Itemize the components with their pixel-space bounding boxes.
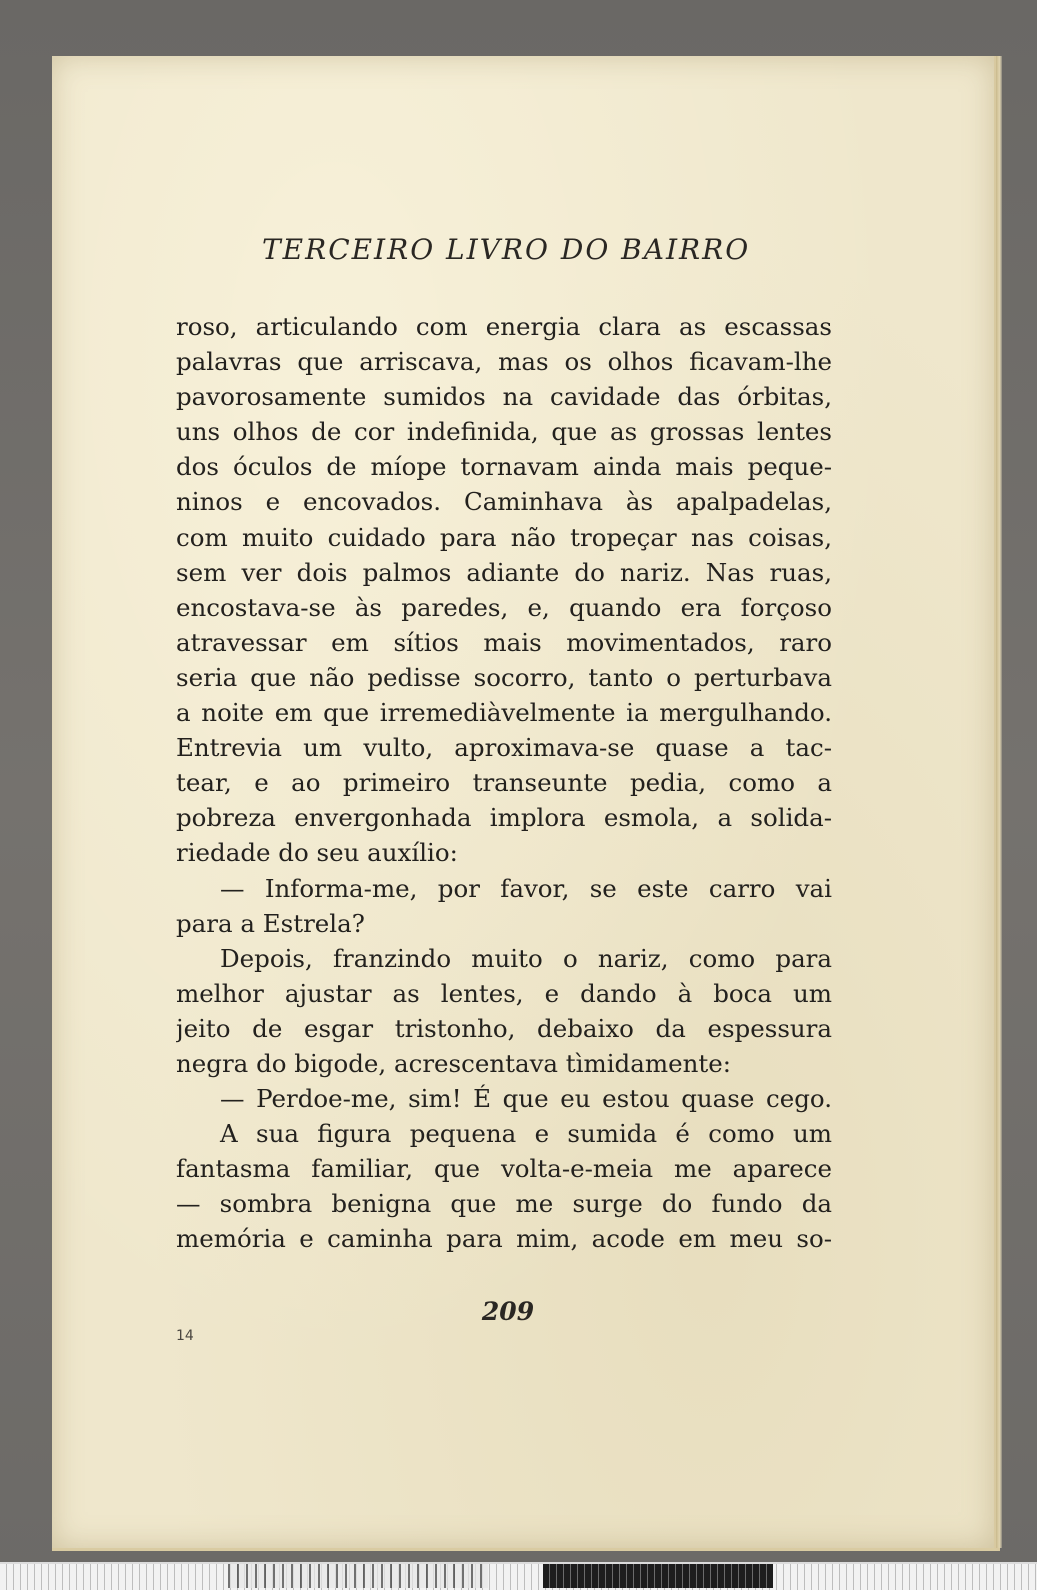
text-line: melhor ajustar as lentes, e dando à boca um (176, 978, 832, 1008)
text-line: para a Estrela? (176, 908, 365, 938)
text-line: palavras que arriscava, mas os olhos ficavam-lhe (176, 347, 832, 377)
text-line: fantasma familiar, que volta-e-meia me aparece (176, 1154, 832, 1184)
signature-mark: 14 (176, 1328, 194, 1344)
page-number: 209 (481, 1297, 535, 1326)
text-line: — Informa-me, por favor, se este carro vai (220, 873, 832, 903)
text-line: encostava-se às paredes, e, quando era forçoso (176, 592, 832, 622)
text-line: a noite em que irremediàvelmente ia mergulhando. (176, 698, 832, 728)
text-line: pavorosamente sumidos na cavidade das órbitas, (176, 382, 832, 412)
text-line: ninos e encovados. Caminhava às apalpadelas, (176, 487, 832, 517)
text-line: tear, e ao primeiro transeunte pedia, como a (176, 768, 832, 798)
page-edge (996, 56, 1002, 1548)
text-line: riedade do seu auxílio: (176, 838, 458, 868)
text-line: — Perdoe-me, sim! É que eu estou quase cego. (220, 1084, 832, 1114)
text-line: Entrevia um vulto, aproximava-se quase a tac- (176, 733, 832, 763)
text-line: pobreza envergonhada implora esmola, a solida- (176, 803, 832, 833)
text-line: dos óculos de míope tornavam ainda mais peque- (176, 452, 832, 482)
scale-ruler-segment (228, 1564, 488, 1588)
body-text (176, 309, 832, 1257)
text-line: sem ver dois palmos adiante do nariz. Nas ruas, (176, 557, 832, 587)
text-line: atravessar em sítios mais movimentados, raro (176, 627, 832, 657)
text-line: memória e caminha para mim, acode em meu so- (176, 1224, 832, 1254)
text-line: seria que não pedisse socorro, tanto o perturbava (176, 662, 832, 692)
text-line: Depois, franzindo muito o nariz, como para (220, 943, 832, 973)
scale-ruler (0, 1562, 1037, 1590)
text-line: roso, articulando com energia clara as escassas (176, 312, 832, 341)
text-line: — sombra benigna que me surge do fundo da (176, 1189, 832, 1219)
scale-ruler-dark-segment (543, 1564, 773, 1588)
text-line: A sua figura pequena e sumida é como um (220, 1119, 832, 1149)
running-head: TERCEIRO LIVRO DO BAIRRO (262, 233, 751, 266)
text-line: jeito de esgar tristonho, debaixo da espessura (176, 1013, 832, 1043)
text-line: negra do bigode, acrescentava tìmidamente: (176, 1048, 731, 1078)
text-line: uns olhos de cor indefinida, que as grossas lentes (176, 417, 832, 447)
text-line: com muito cuidado para não tropeçar nas coisas, (176, 522, 832, 552)
